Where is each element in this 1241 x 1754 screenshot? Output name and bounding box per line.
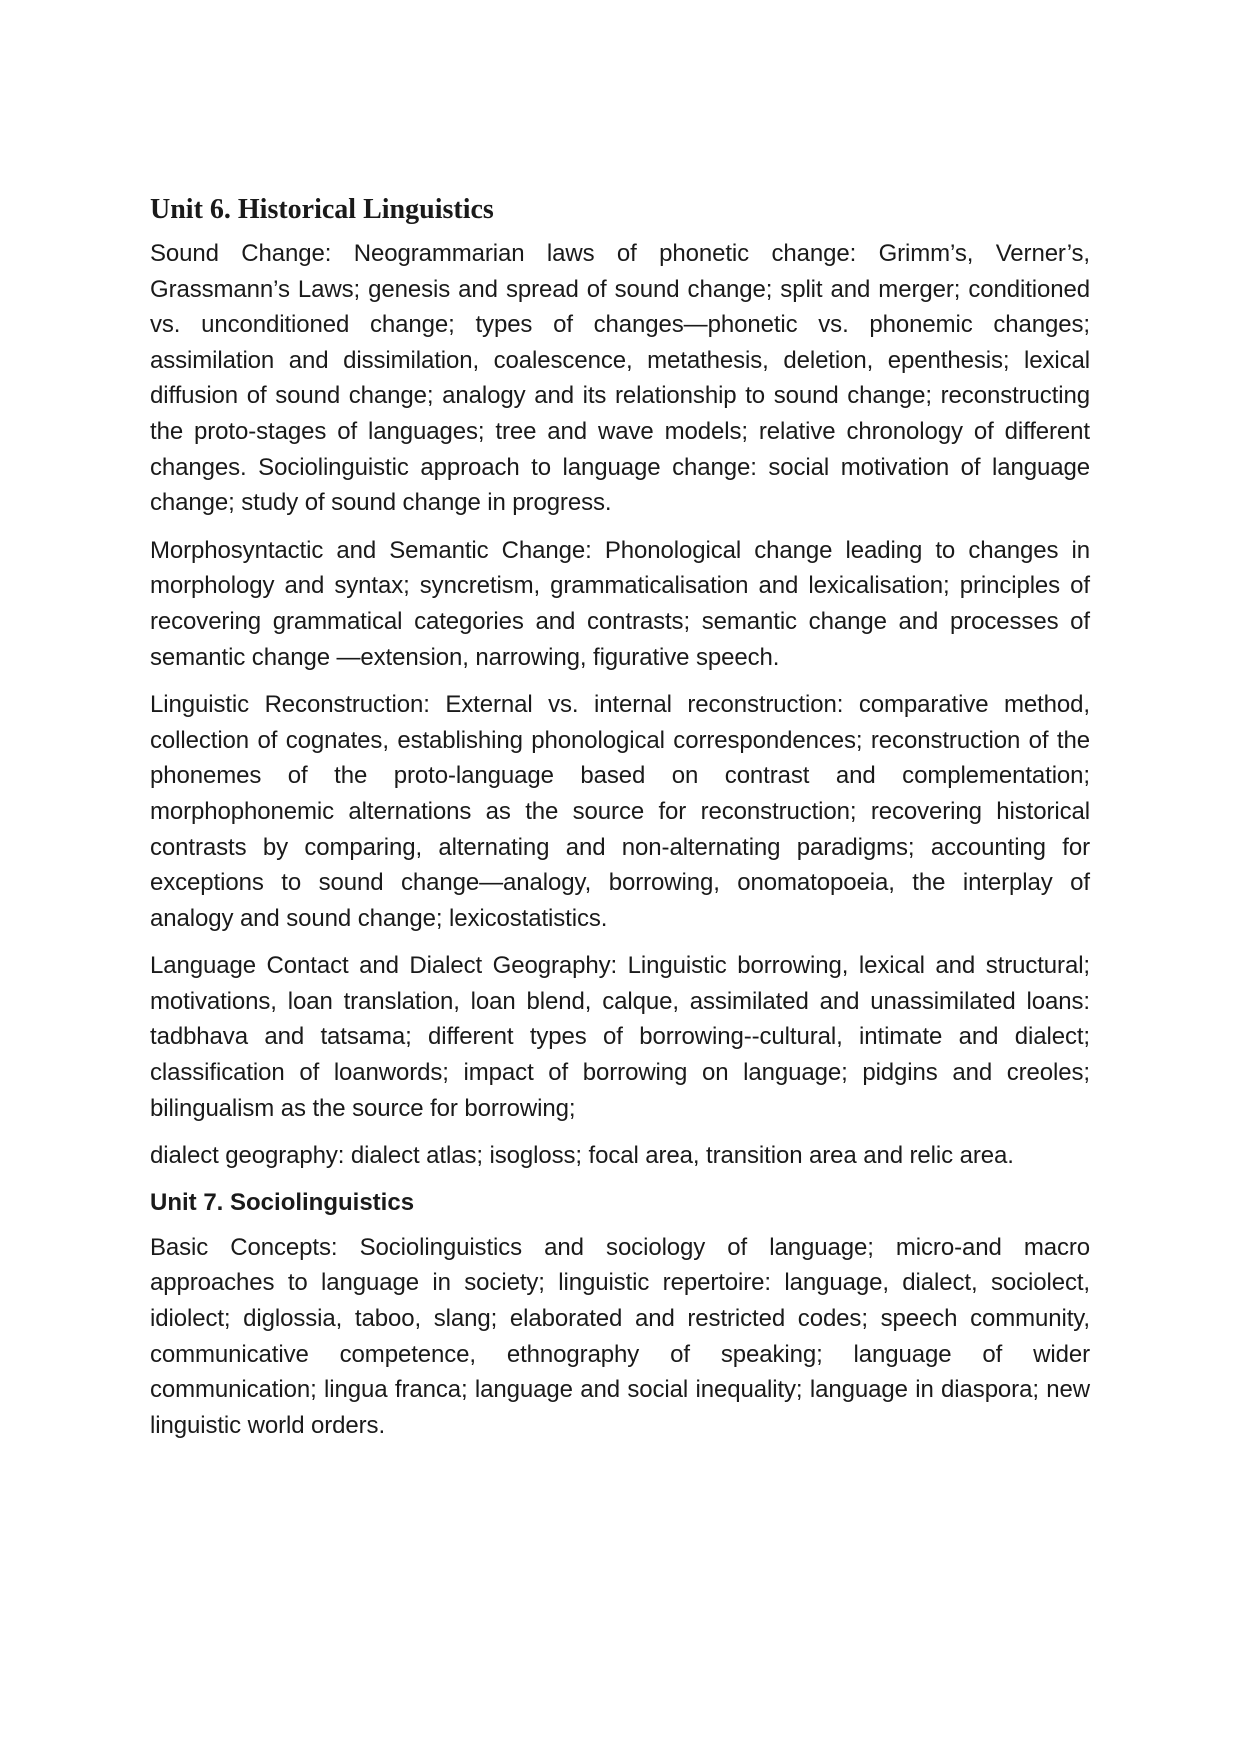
- unit-7-heading: Unit 7. Sociolinguistics: [150, 1188, 415, 1216]
- basic-concepts-paragraph: Basic Concepts: Sociolinguistics and sociology of language; micro-and macro approaches to language in society; linguistic repertoire: language, dialect, sociolect, idiolect; diglossia, taboo, slang; elaborated and restricted codes; speech community, communicative competence, ethnography of speaking; language of wider communication; lingua franca; language and social inequality; language in diaspora; new linguistic world orders.: [150, 1233, 1090, 1439]
- language-contact-paragraph: Language Contact and Dialect Geography: Linguistic borrowing, lexical and structural; motivations, loan translation, loan blend, calque, assimilated and unassimilated loans: tadbhava and tatsama; different types of borrowing--cultural, intimate and dialect; classification of loanwords; impact of borrowing on language; pidgins and creoles; bilingualism as the source for borrowing;: [150, 952, 1090, 1122]
- morphosyntactic-change-paragraph: Morphosyntactic and Semantic Change: Phonological change leading to changes in morphology and syntax; syncretism, grammaticalisation and lexicalisation; principles of recovering grammatical categories and contrasts; semantic change and processes of semantic change —extension, narrowing, figurative speech.: [150, 536, 1090, 671]
- dialect-geography-paragraph: dialect geography: dialect atlas; isogloss; focal area, transition area and relic area.: [150, 1142, 1014, 1170]
- sound-change-paragraph: Sound Change: Neogrammarian laws of phonetic change: Grimm’s, Verner’s, Grassmann’s Laws; genesis and spread of sound change; split and merger; conditioned vs. unconditioned change; types of changes—phonetic vs. phonemic changes; assimilation and dissimilation, coalescence, metathesis, deletion, epenthesis; lexical diffusion of sound change; analogy and its relationship to sound change; reconstructing the proto-stages of languages; tree and wave models; relative chronology of different changes. Sociolinguistic approach to language change: social motivation of language change; study of sound change in progress.: [150, 240, 1090, 517]
- linguistic-reconstruction-paragraph: Linguistic Reconstruction: External vs. internal reconstruction: comparative method, collection of cognates, establishing phonological correspondences; reconstruction of the phonemes of the proto-language based on contrast and complementation; morphophonemic alternations as the source for reconstruction; recovering historical contrasts by comparing, alternating and non-alternating paradigms; accounting for exceptions to sound change—analogy, borrowing, onomatopoeia, the interplay of analogy and sound change; lexicostatistics.: [150, 691, 1090, 932]
- unit-6-heading: Unit 6. Historical Linguistics: [150, 194, 494, 225]
- document-page: [150, 192, 1090, 1455]
